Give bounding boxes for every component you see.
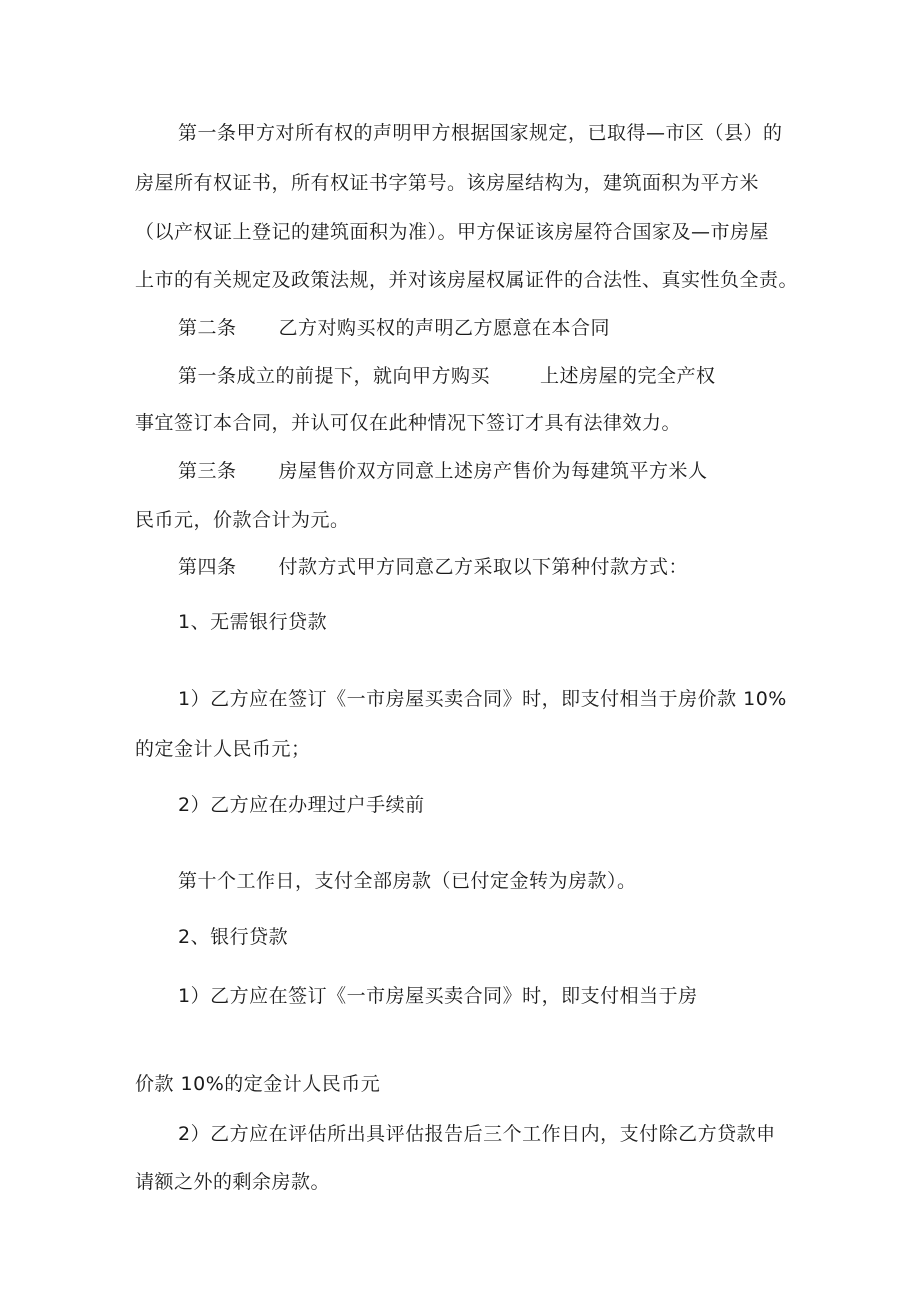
- option2-item1-line1: 1）乙方应在签订《一市房屋买卖合同》时，即支付相当于房: [178, 985, 698, 1007]
- option1-item2-line1: 2）乙方应在办理过户手续前: [178, 794, 425, 816]
- article2-line3: 事宜签订本合同，并认可仅在此种情况下签订才具有法律效力。: [135, 412, 682, 434]
- option2-item1-line2: 价款 10%的定金计人民币元: [135, 1073, 381, 1095]
- article2-line2: [178, 364, 716, 388]
- article2-line1: [178, 316, 610, 340]
- article2-text: 乙方对购买权的声明乙方愿意在本合同: [278, 317, 611, 339]
- article4-text: 付款方式甲方同意乙方采取以下第种付款方式：: [278, 556, 689, 578]
- option2-item2-line2: 请额之外的剩余房款。: [135, 1171, 331, 1193]
- option1-item1-line1: 1）乙方应在签订《一市房屋买卖合同》时，即支付相当于房价款 10%: [178, 688, 787, 710]
- option2-heading: 2、银行贷款: [178, 926, 289, 948]
- article1-line2: 房屋所有权证书，所有权证书字第号。该房屋结构为，建筑面积为平方米: [135, 172, 760, 194]
- option1-item1-line2: 的定金计人民币元；: [135, 738, 311, 760]
- article3-text: 房屋售价双方同意上述房产售价为每建筑平方米人: [278, 460, 708, 482]
- article2-label: 第二条: [178, 317, 237, 339]
- article3-label: 第三条: [178, 460, 237, 482]
- article1-line1: 第一条甲方对所有权的声明甲方根据国家规定，已取得—市区（县）的: [178, 122, 783, 144]
- article2-text-b: 上述房屋的完全产权: [540, 365, 716, 387]
- article4-line1: [178, 555, 688, 579]
- article1-line4: 上市的有关规定及政策法规，并对该房屋权属证件的合法性、真实性负全责。: [135, 269, 799, 291]
- article3-line2: 民币元，价款合计为元。: [135, 509, 350, 531]
- option1-heading: 1、无需银行贷款: [178, 611, 328, 633]
- option2-item2-line1: 2）乙方应在评估所出具评估报告后三个工作日内，支付除乙方贷款申: [178, 1123, 776, 1145]
- option1-item2-line2: 第十个工作日，支付全部房款（已付定金转为房款）。: [178, 870, 637, 892]
- article4-label: 第四条: [178, 556, 237, 578]
- article2-text-a: 第一条成立的前提下，就向甲方购买: [178, 365, 491, 387]
- article3-line1: [178, 459, 708, 483]
- article1-line3: （以产权证上登记的建筑面积为准）。甲方保证该房屋符合国家及—市房屋: [135, 221, 770, 243]
